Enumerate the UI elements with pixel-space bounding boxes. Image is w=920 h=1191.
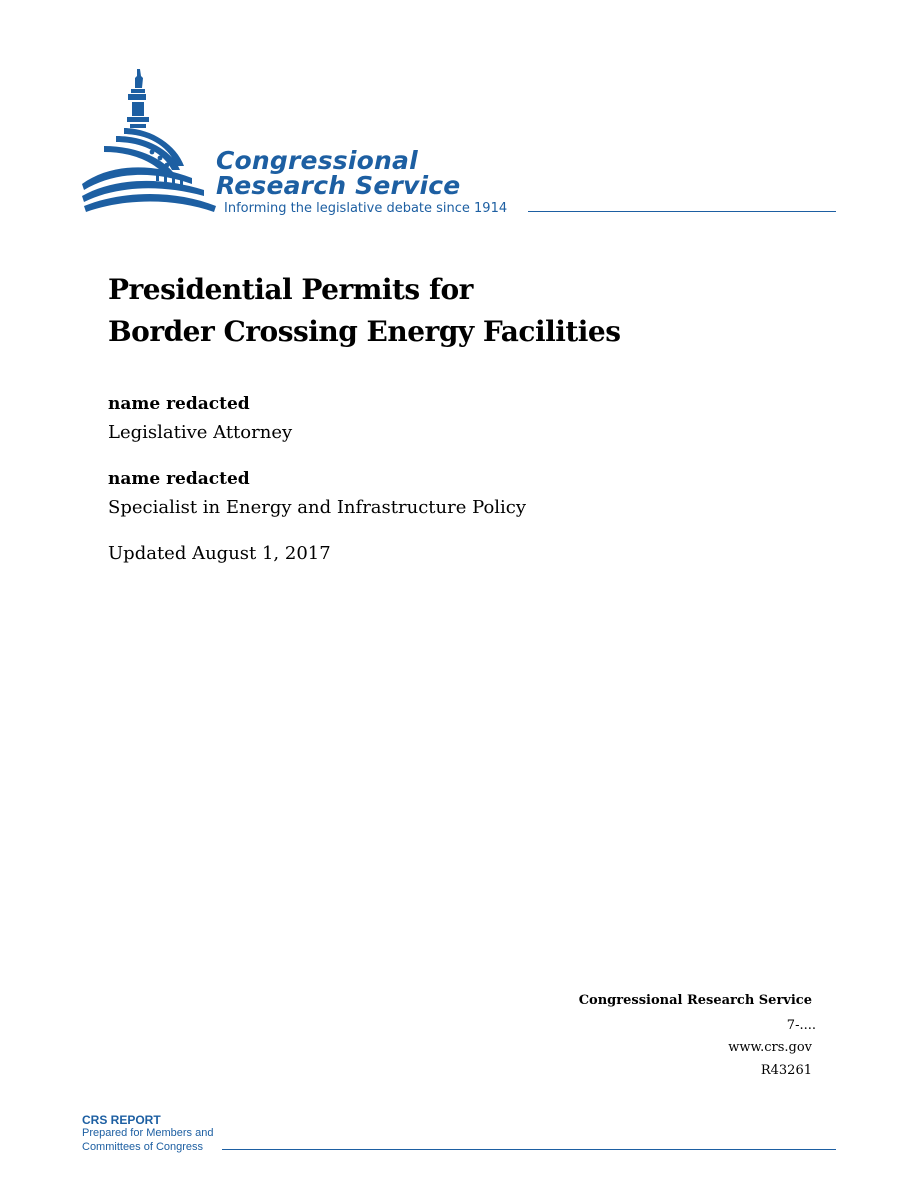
footer-rule	[222, 1149, 836, 1150]
author-2-role: Specialist in Energy and Infrastructure Policy	[108, 497, 527, 518]
logo-tagline: Informing the legislative debate since 1914	[224, 201, 508, 216]
report-id: R43261	[760, 1063, 812, 1078]
footer-line-3: Committees of Congress	[82, 1141, 204, 1153]
author-1-role: Legislative Attorney	[108, 422, 293, 443]
document-title	[108, 269, 621, 353]
updated-date: Updated August 1, 2017	[108, 543, 331, 564]
capitol-dome-icon	[80, 66, 220, 218]
report-org: Congressional Research Service	[578, 993, 812, 1008]
author-1-name: name redacted	[108, 394, 250, 414]
header-rule	[528, 211, 836, 212]
report-number: 7-....	[786, 1018, 816, 1033]
title-line-2: Border Crossing Energy Facilities	[108, 315, 621, 348]
title-line-1: Presidential Permits for	[108, 273, 473, 306]
report-url[interactable]: www.crs.gov	[728, 1040, 812, 1055]
logo-wordmark-line2: Research Service	[216, 171, 461, 200]
logo-wordmark-line1: Congressional	[216, 146, 418, 175]
footer-label: CRS REPORT	[82, 1113, 161, 1127]
footer-line-2: Prepared for Members and	[82, 1127, 214, 1139]
author-2-name: name redacted	[108, 469, 250, 489]
